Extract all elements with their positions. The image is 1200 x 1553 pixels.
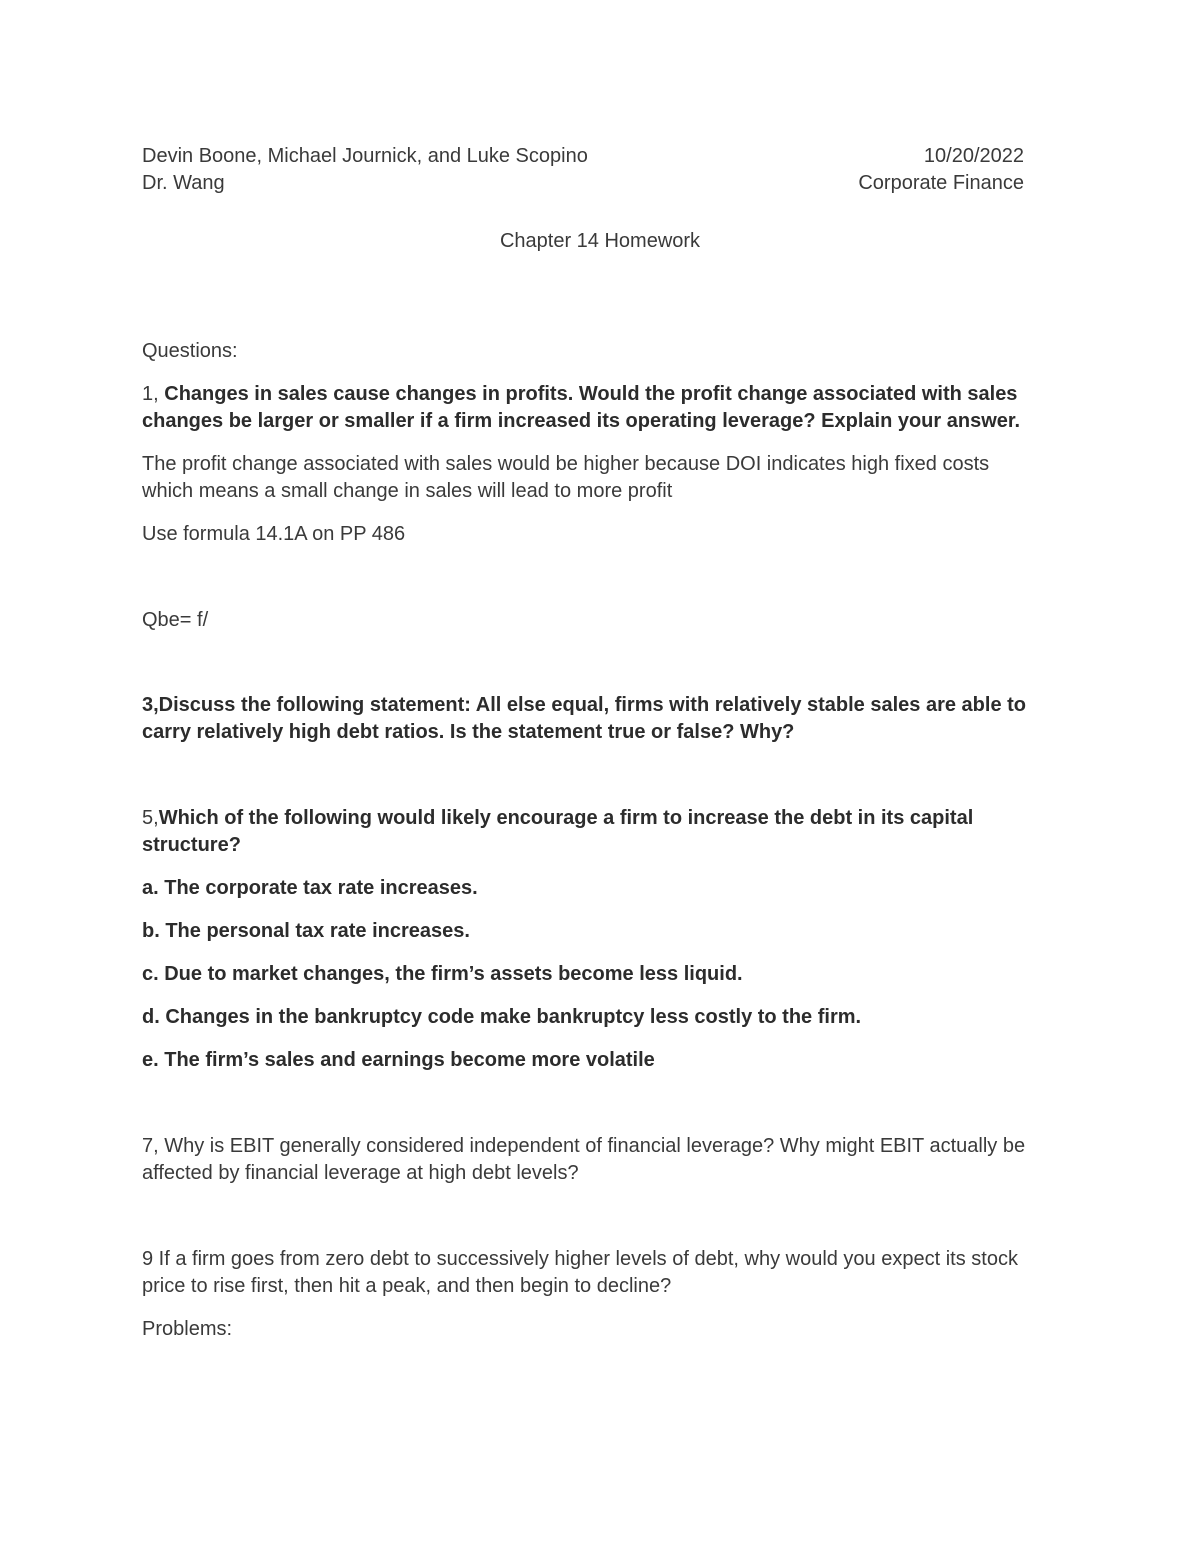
question-7-line-2: affected by financial leverage at high debt levels? xyxy=(142,1162,579,1184)
answer-1-formula: Qbe= f/ xyxy=(142,609,209,631)
question-5-option-d: d. Changes in the bankruptcy code make bankruptcy less costly to the firm. xyxy=(142,1006,862,1028)
answer-1-note: Use formula 14.1A on PP 486 xyxy=(142,523,406,545)
answer-1-line-1: The profit change associated with sales would be higher because DOI indicates high fixed costs xyxy=(142,453,990,475)
question-5-option-a: a. The corporate tax rate increases. xyxy=(142,877,478,899)
date: 10/20/2022 xyxy=(923,145,1024,167)
question-1-number: 1, xyxy=(142,383,165,405)
question-5-line-1 xyxy=(142,805,973,832)
question-9-line-2: price to rise first, then hit a peak, and then begin to decline? xyxy=(142,1275,672,1297)
page-title: Chapter 14 Homework xyxy=(499,230,701,252)
answer-1-line-2: which means a small change in sales will lead to more profit xyxy=(142,480,673,502)
question-3-line-2: carry relatively high debt ratios. Is the statement true or false? Why? xyxy=(142,721,795,743)
question-7-line-1: 7, Why is EBIT generally considered independent of financial leverage? Why might EBIT actually be xyxy=(142,1135,1026,1157)
question-3-line-1: 3,Discuss the following statement: All else equal, firms with relatively stable sales are able to xyxy=(142,694,1027,716)
question-5-line-2: structure? xyxy=(142,834,241,856)
question-5-text: Which of the following would likely encourage a firm to increase the debt in its capital xyxy=(158,807,974,829)
question-1-line-1 xyxy=(142,381,1017,408)
question-5-option-b: b. The personal tax rate increases. xyxy=(142,920,470,942)
question-1-line-2: changes be larger or smaller if a firm increased its operating leverage? Explain your answer. xyxy=(142,410,1021,432)
question-5-number: 5, xyxy=(142,807,159,829)
problems-label: Problems: xyxy=(142,1318,233,1340)
course: Corporate Finance xyxy=(858,172,1024,194)
question-5-option-c: c. Due to market changes, the firm’s assets become less liquid. xyxy=(142,963,743,985)
question-1-text: Changes in sales cause changes in profits. Would the profit change associated with sales xyxy=(164,383,1018,405)
question-5-option-e: e. The firm’s sales and earnings become more volatile xyxy=(142,1049,655,1071)
authors: Devin Boone, Michael Journick, and Luke Scopino xyxy=(142,145,588,167)
question-9-line-1: 9 If a firm goes from zero debt to successively higher levels of debt, why would you expect its stock xyxy=(142,1248,1018,1270)
questions-label: Questions: xyxy=(142,340,238,362)
professor: Dr. Wang xyxy=(142,172,225,194)
